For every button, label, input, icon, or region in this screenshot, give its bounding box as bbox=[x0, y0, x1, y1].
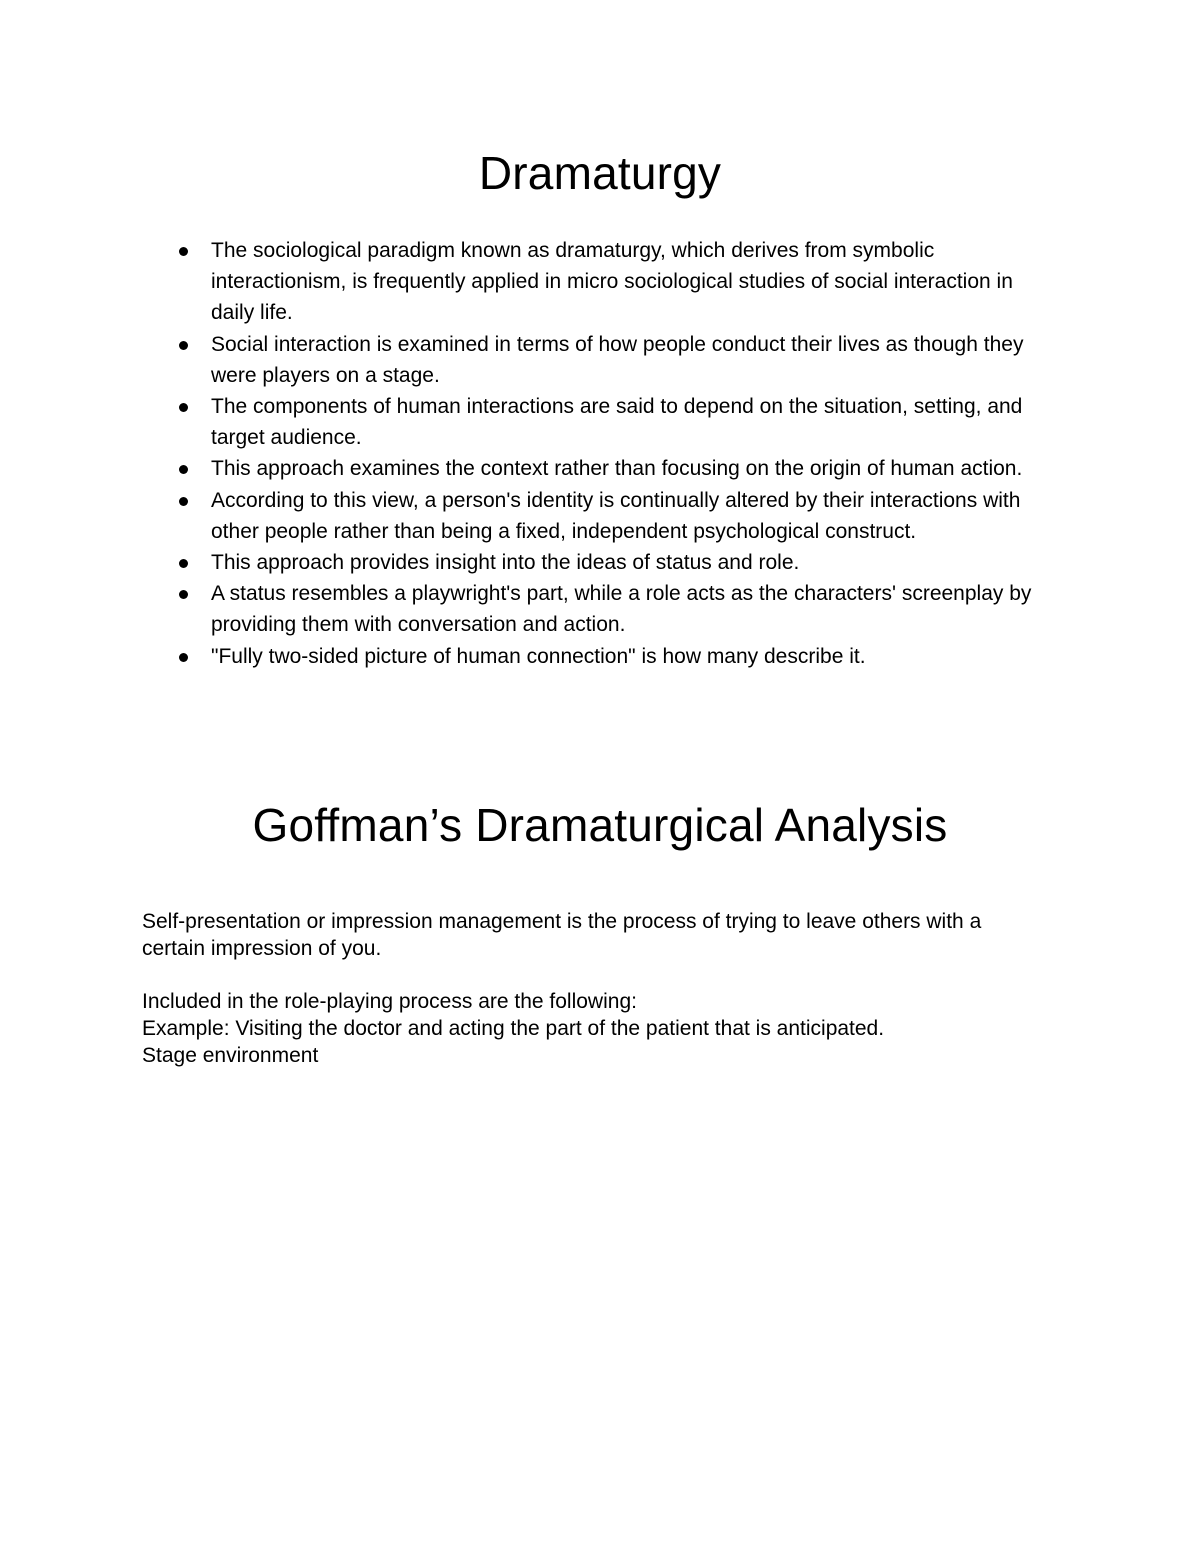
example-line: Example: Visiting the doctor and acting the part of the patient that is anticipated. bbox=[142, 1017, 885, 1040]
bullet-dot-icon bbox=[179, 341, 188, 350]
list-item-text: This approach examines the context rather than focusing on the origin of human action. bbox=[211, 457, 1023, 481]
bullet-dot-icon bbox=[179, 559, 188, 568]
list-item-text: According to this view, a person's identity is continually altered by their interactions with other people rather than being a fixed, independent psychological construct. bbox=[211, 488, 1021, 543]
bullet-dot-icon bbox=[179, 497, 188, 506]
section-title-goffman: Goffman’s Dramaturgical Analysis bbox=[252, 799, 948, 851]
list-item bbox=[211, 453, 1061, 484]
list-item bbox=[211, 485, 1061, 547]
dramaturgy-bullet-list bbox=[211, 235, 1061, 672]
list-item-text: The sociological paradigm known as dramaturgy, which derives from symbolic interactionism, is frequently applied in micro sociological studies of social interaction in daily life. bbox=[211, 239, 1013, 325]
role-playing-lines bbox=[142, 988, 1042, 1069]
list-item bbox=[211, 235, 1061, 329]
list-item bbox=[211, 547, 1061, 578]
list-item-text: Social interaction is examined in terms of how people conduct their lives as though they were players on a stage. bbox=[211, 332, 1024, 387]
stage-environment-line: Stage environment bbox=[142, 1044, 319, 1067]
bullet-dot-icon bbox=[179, 403, 188, 412]
list-item-text: A status resembles a playwright's part, while a role acts as the characters' screenplay by providing them with conversation and action. bbox=[211, 582, 1032, 637]
list-item bbox=[211, 391, 1061, 453]
list-item-text: The components of human interactions are said to depend on the situation, setting, and target audience. bbox=[211, 395, 1023, 450]
impression-management-paragraph: Self-presentation or impression management is the process of trying to leave others with a certain impression of you. bbox=[142, 910, 982, 960]
bullet-dot-icon bbox=[179, 247, 188, 256]
section-title-dramaturgy: Dramaturgy bbox=[478, 147, 722, 199]
list-item bbox=[211, 641, 1061, 672]
list-item bbox=[211, 329, 1061, 391]
role-playing-intro-line: Included in the role-playing process are the following: bbox=[142, 990, 637, 1013]
list-item bbox=[211, 578, 1061, 640]
bullet-dot-icon bbox=[179, 590, 188, 599]
bullet-dot-icon bbox=[179, 465, 188, 474]
list-item-text: "Fully two-sided picture of human connection" is how many describe it. bbox=[211, 644, 866, 668]
list-item-text: This approach provides insight into the ideas of status and role. bbox=[211, 551, 800, 575]
bullet-dot-icon bbox=[179, 653, 188, 662]
